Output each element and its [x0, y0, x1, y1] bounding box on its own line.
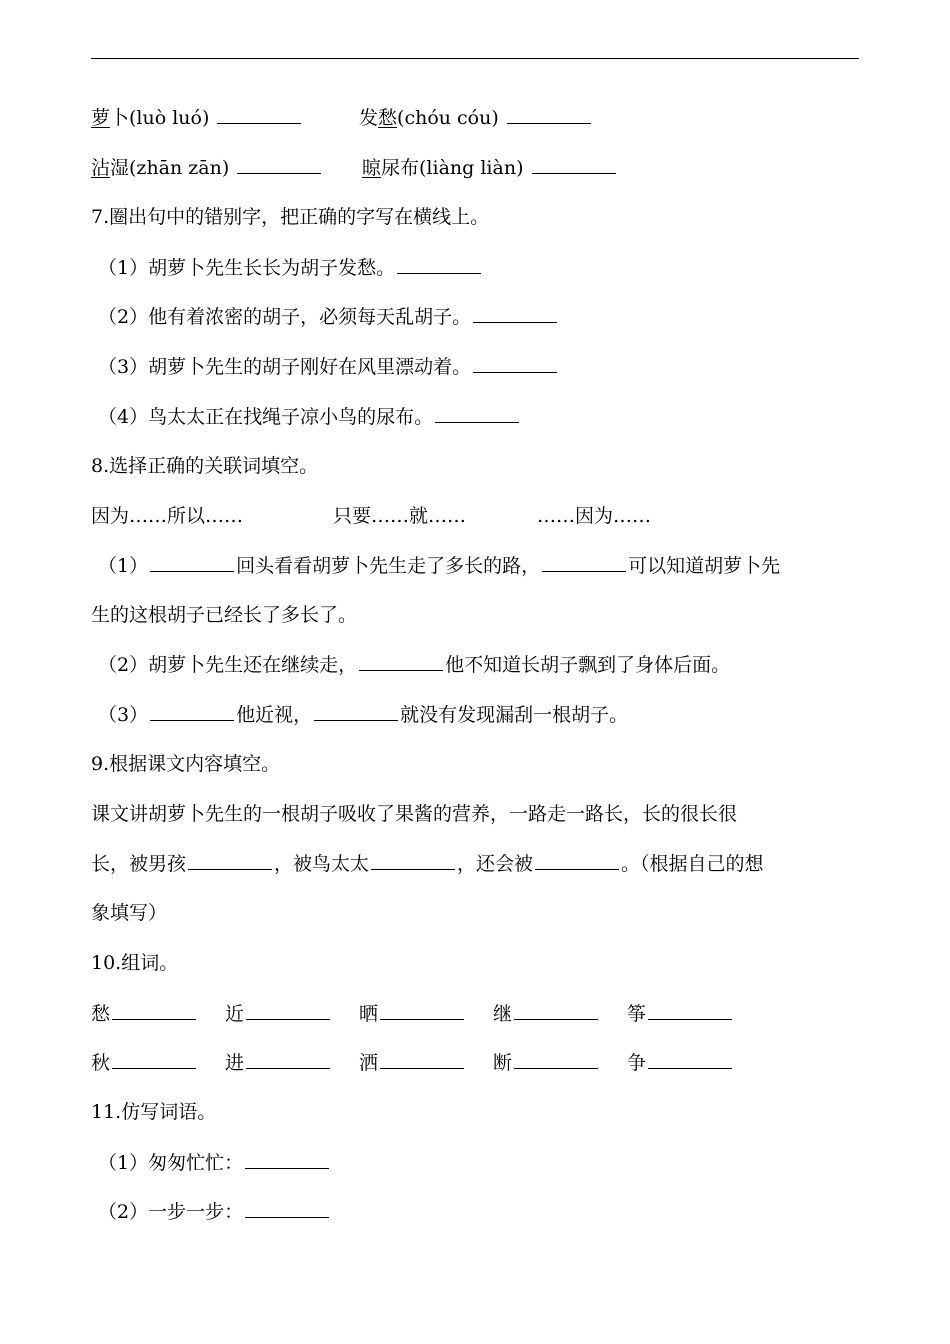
- header-rule: [91, 58, 859, 59]
- q8-text: （3）: [98, 704, 149, 726]
- answer-blank[interactable]: [246, 1001, 330, 1020]
- q8-text: 就没有发现漏刮一根胡子。: [400, 704, 629, 726]
- q8-text: 他近视，: [236, 704, 313, 726]
- q7-item-text: （1）胡萝卜先生长长为胡子发愁。: [98, 257, 396, 279]
- answer-blank[interactable]: [514, 1050, 598, 1069]
- answer-blank[interactable]: [246, 1050, 330, 1069]
- q7-item-4: [98, 404, 521, 429]
- answer-blank[interactable]: [112, 1050, 196, 1069]
- q11-text: （2）一步一步：: [98, 1201, 244, 1223]
- q8-item-1: [98, 553, 780, 578]
- q10-char: 断: [493, 1052, 513, 1074]
- q9-text: 长，被男孩: [91, 853, 187, 875]
- q7-item-1: [98, 255, 483, 280]
- pinyin-text: 尿布(liàng liàn): [381, 157, 530, 179]
- pinyin-item-zhanshi: [91, 155, 323, 180]
- q7-item-text: （4）鸟太太正在找绳子凉小鸟的尿布。: [98, 406, 434, 428]
- q9-text: ，被鸟太太: [274, 853, 370, 875]
- q10-char: 近: [225, 1003, 245, 1025]
- answer-blank[interactable]: [217, 105, 301, 124]
- underlined-char: 晾: [362, 157, 382, 179]
- answer-blank[interactable]: [514, 1001, 598, 1020]
- q8-option-3: ……因为……: [537, 505, 652, 527]
- answer-blank[interactable]: [237, 155, 321, 174]
- answer-blank[interactable]: [507, 105, 591, 124]
- answer-blank[interactable]: [245, 1150, 329, 1169]
- q10-word-5: [627, 1001, 734, 1026]
- q10-word-7: [225, 1050, 332, 1075]
- answer-blank[interactable]: [435, 404, 519, 423]
- pinyin-text: 卜(luò luó): [110, 107, 216, 129]
- q10-char: 进: [225, 1052, 245, 1074]
- answer-blank[interactable]: [648, 1001, 732, 1020]
- answer-blank[interactable]: [150, 553, 234, 572]
- pinyin-item-luobo: [91, 105, 303, 130]
- answer-blank[interactable]: [473, 304, 557, 323]
- answer-blank[interactable]: [245, 1199, 329, 1218]
- answer-blank[interactable]: [648, 1050, 732, 1069]
- q8-item-1-cont: 生的这根胡子已经长了多长了。: [91, 604, 358, 626]
- q7-item-2: [98, 304, 559, 329]
- q8-text: （1）: [98, 555, 149, 577]
- answer-blank[interactable]: [371, 851, 455, 870]
- pinyin-item-fachou: [359, 105, 593, 130]
- q8-title: 8.选择正确的关联词填空。: [91, 455, 319, 477]
- underlined-char: 愁: [378, 107, 398, 129]
- q7-item-text: （3）胡萝卜先生的胡子刚好在风里漂动着。: [98, 356, 472, 378]
- q7-item-3: [98, 354, 559, 379]
- q11-item-1: [98, 1150, 331, 1175]
- q10-char: 愁: [91, 1003, 111, 1025]
- answer-blank[interactable]: [150, 702, 234, 721]
- answer-blank[interactable]: [112, 1001, 196, 1020]
- q10-title: 10.组词。: [91, 952, 179, 974]
- q9-line-2: [91, 851, 764, 876]
- q10-word-9: [493, 1050, 600, 1075]
- pinyin-text: (chóu cóu): [397, 107, 505, 129]
- q11-item-2: [98, 1199, 331, 1224]
- q7-title: 7.圈出句中的错别字，把正确的字写在横线上。: [91, 206, 490, 228]
- answer-blank[interactable]: [314, 702, 398, 721]
- q10-char: 秋: [91, 1052, 111, 1074]
- q8-text: 他不知道长胡子飘到了身体后面。: [445, 654, 731, 676]
- answer-blank[interactable]: [473, 354, 557, 373]
- answer-blank[interactable]: [535, 851, 619, 870]
- q9-text: ，还会被: [457, 853, 534, 875]
- q11-title: 11.仿写词语。: [91, 1101, 217, 1123]
- q11-text: （1）匆匆忙忙：: [98, 1152, 244, 1174]
- pinyin-item-liang: [362, 155, 618, 180]
- answer-blank[interactable]: [532, 155, 616, 174]
- answer-blank[interactable]: [397, 255, 481, 274]
- q9-line-1: 课文讲胡萝卜先生的一根胡子吸收了果酱的营养，一路走一路长，长的很长很: [91, 803, 738, 825]
- answer-blank[interactable]: [542, 553, 626, 572]
- underlined-char: 萝: [91, 107, 111, 129]
- q10-char: 继: [493, 1003, 513, 1025]
- q8-option-2: 只要……就……: [333, 505, 467, 527]
- q10-word-1: [91, 1001, 198, 1026]
- q8-item-3: [98, 702, 628, 727]
- q10-char: 筝: [627, 1003, 647, 1025]
- q9-text: 。（根据自己的想: [621, 853, 764, 875]
- answer-blank[interactable]: [359, 652, 443, 671]
- q8-item-2: [98, 652, 730, 677]
- q10-word-4: [493, 1001, 600, 1026]
- q8-text: （2）胡萝卜先生还在继续走，: [98, 654, 358, 676]
- pinyin-pre: 发: [359, 107, 379, 129]
- q10-char: 争: [627, 1052, 647, 1074]
- answer-blank[interactable]: [380, 1050, 464, 1069]
- pinyin-text: 湿(zhān zān): [110, 157, 236, 179]
- q9-line-3: 象填写）: [91, 902, 168, 924]
- q8-option-1: 因为……所以……: [91, 505, 244, 527]
- q10-word-10: [627, 1050, 734, 1075]
- q7-item-text: （2）他有着浓密的胡子，必须每天乱胡子。: [98, 306, 472, 328]
- q8-text: 可以知道胡萝卜先: [628, 555, 781, 577]
- q10-word-8: [359, 1050, 466, 1075]
- answer-blank[interactable]: [380, 1001, 464, 1020]
- q10-word-6: [91, 1050, 198, 1075]
- underlined-char: 沾: [91, 157, 111, 179]
- q10-word-2: [225, 1001, 332, 1026]
- q9-title: 9.根据课文内容填空。: [91, 753, 281, 775]
- q10-char: 洒: [359, 1052, 379, 1074]
- q8-text: 回头看看胡萝卜先生走了多长的路，: [236, 555, 541, 577]
- q10-word-3: [359, 1001, 466, 1026]
- q10-char: 晒: [359, 1003, 379, 1025]
- answer-blank[interactable]: [188, 851, 272, 870]
